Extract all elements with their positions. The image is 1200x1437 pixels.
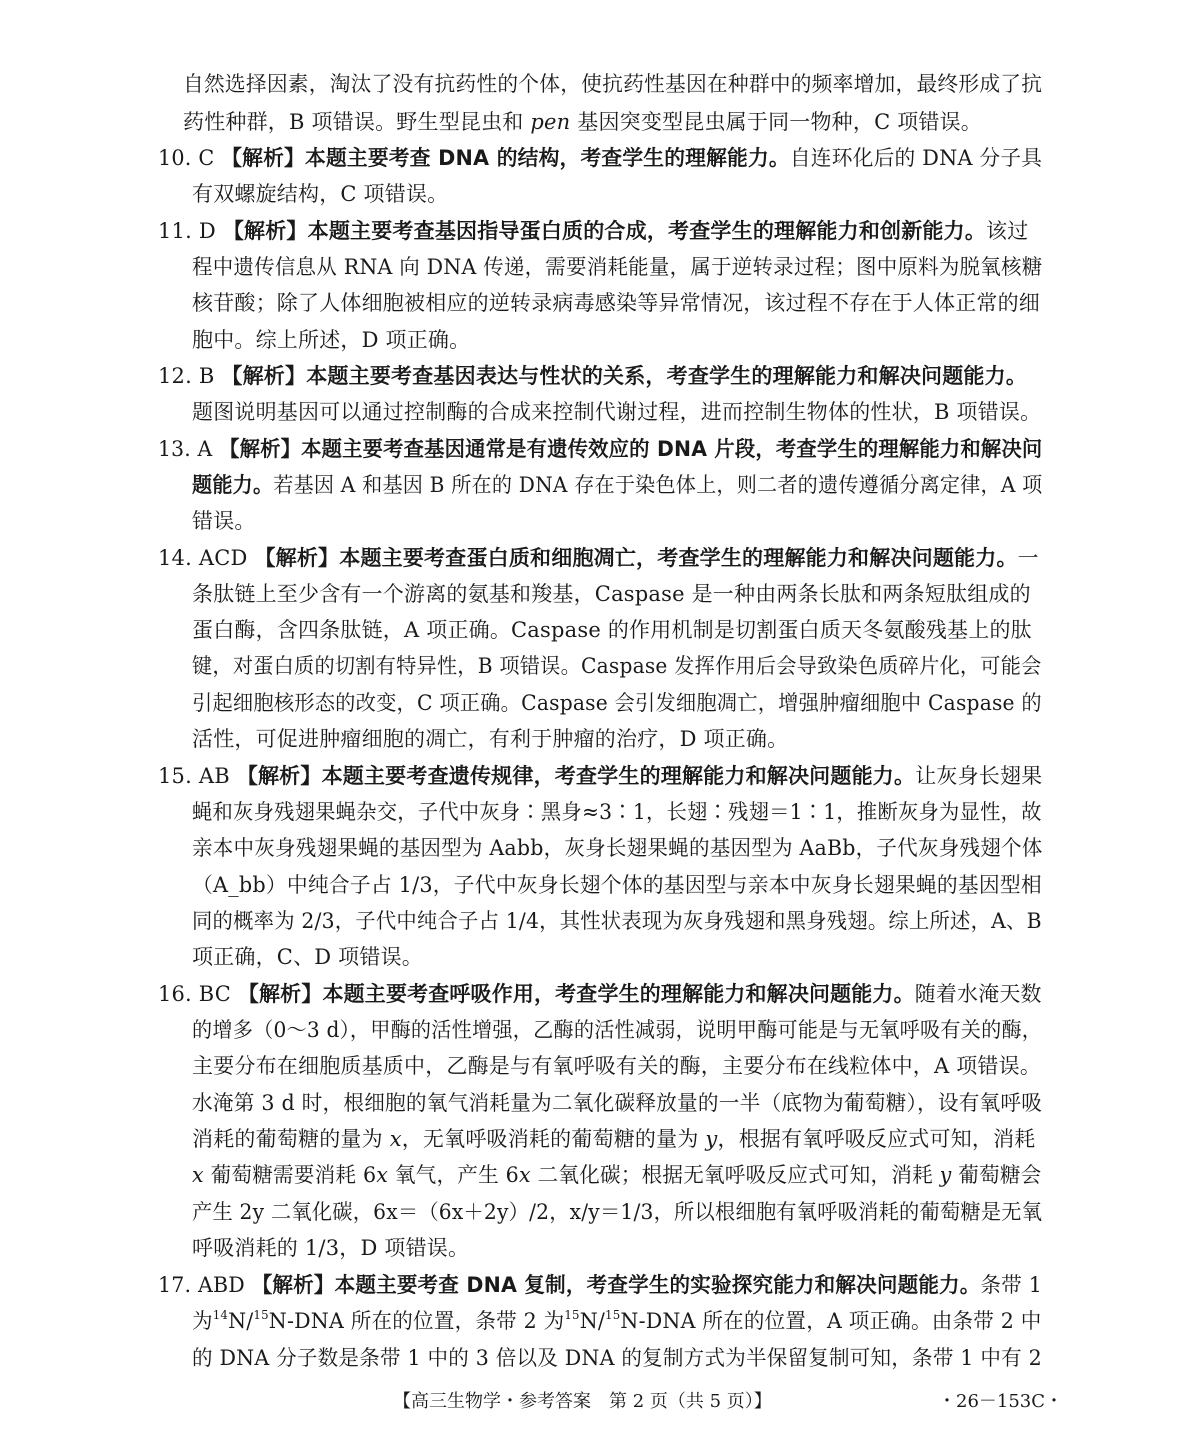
text: 葡萄糖需要消耗 6 — [203, 1163, 377, 1187]
analysis-tag: 【解析】 — [221, 146, 306, 170]
text: 蛋白酶，含四条肽链，A 项正确。Caspase 的作用机制是切割蛋白质天冬氨酸残基上的肽 — [192, 618, 1032, 642]
answer-15-line-5 — [192, 906, 1042, 936]
text: 该过 — [986, 219, 1029, 243]
answer-16-line-5 — [192, 1124, 1036, 1154]
isotope-mass: 15 — [564, 1308, 580, 1322]
text: 胞中。综上所述，D 项正确。 — [192, 328, 471, 352]
text: N-DNA 所在的位置，A 项正确。由条带 2 中 — [620, 1309, 1042, 1333]
answer-14-line-3 — [192, 615, 1032, 645]
text: 呼吸消耗的 1/3，D 项错误。 — [192, 1236, 470, 1260]
text: N-DNA 所在的位置，条带 2 为 — [268, 1309, 565, 1333]
text: 随着水淹天数 — [914, 982, 1042, 1006]
answer-17-line-3 — [192, 1343, 1042, 1373]
topic-summary: 本题主要考查遗传规律，考查学生的理解能力和解决问题能力。 — [321, 764, 916, 788]
answer-17-line-2 — [192, 1306, 1042, 1336]
answer-14-line-2 — [192, 579, 1031, 609]
text: 水淹第 3 d 时，根细胞的氧气消耗量为二氧化碳释放量的一半（底物为葡萄糖），设有氧呼吸 — [192, 1091, 1043, 1115]
answer-13-line-3 — [192, 506, 256, 536]
topic-summary: 本题主要考查基因指导蛋白质的合成，考查学生的理解能力和创新能力。 — [307, 219, 987, 243]
answer-14-line-1 — [158, 543, 1039, 573]
text: （A_bb）中纯合子占 1/3，子代中灰身长翅个体的基因型与亲本中灰身长翅果蝇的基因型相 — [192, 873, 1042, 897]
analysis-tag: 【解析】 — [221, 364, 307, 388]
text: 程中遗传信息从 RNA 向 DNA 传递，需要消耗能量，属于逆转录过程；图中原料为脱氧核糖 — [192, 255, 1043, 279]
analysis-tag: 【解析】 — [251, 1273, 335, 1297]
topic-summary: 本题主要考查基因表达与性状的关系，考查学生的理解能力和解决问题能力。 — [306, 364, 1028, 388]
text: ，无氧呼吸消耗的葡萄糖的量为 — [401, 1127, 706, 1151]
answer-12-line-1 — [158, 361, 1027, 391]
text: 条带 1 — [980, 1273, 1042, 1297]
answer-16-line-2 — [192, 1015, 1042, 1045]
text: 亲本中灰身残翅果蝇的基因型为 Aabb，灰身长翅果蝇的基因型为 AaBb，子代灰身残翅个体 — [192, 836, 1043, 860]
isotope-mass: 14 — [212, 1308, 229, 1322]
text: 基因突变型昆虫属于同一物种，C 项错误。 — [570, 110, 983, 134]
answer-13-line-2 — [192, 470, 1042, 500]
answer-number: 16. BC — [158, 982, 232, 1006]
answer-15-line-1 — [158, 761, 1042, 791]
topic-summary: 本题主要考查呼吸作用，考查学生的理解能力和解决问题能力。 — [322, 982, 915, 1006]
isotope-mass: 15 — [605, 1308, 621, 1322]
topic-summary: 题能力。 — [192, 473, 274, 497]
text: 核苷酸；除了人体细胞被相应的逆转录病毒感染等异常情况，该过程不存在于人体正常的细 — [192, 291, 1040, 315]
answer-15-line-6 — [192, 942, 423, 972]
variable: y — [705, 1127, 718, 1151]
text-line — [183, 107, 982, 137]
answer-number: 15. AB — [158, 764, 230, 788]
analysis-tag: 【解析】 — [237, 982, 323, 1006]
answer-number: 10. C — [158, 146, 215, 170]
text: 药性种群，B 项错误。野生型昆虫和 — [183, 110, 531, 134]
topic-summary: 本题主要考查基因通常是有遗传效应的 DNA 片段，考查学生的理解能力和解决问 — [301, 437, 1043, 461]
text: 自然选择因素，淘汰了没有抗药性的个体，使抗药性基因在种群中的频率增加，最终形成了抗 — [183, 72, 1043, 96]
text: 葡萄糖会 — [951, 1163, 1042, 1187]
text: 消耗的葡萄糖的量为 — [192, 1127, 390, 1151]
analysis-tag: 【解析】 — [222, 219, 308, 243]
answer-15-line-2 — [192, 797, 1042, 827]
text: 项正确，C、D 项错误。 — [192, 945, 423, 969]
text: 为 — [192, 1309, 213, 1333]
text: 条肽链上至少含有一个游离的氨基和羧基，Caspase 是一种由两条长肽和两条短肽组成的 — [192, 582, 1031, 606]
analysis-tag: 【解析】 — [254, 546, 340, 570]
page-footer-code: ・26－153C・ — [938, 1391, 1064, 1412]
text: 同的概率为 2/3，子代中纯合子占 1/4，其性状表现为灰身残翅和黑身残翅。综上所述，A、B — [192, 909, 1042, 933]
answer-16-line-6 — [192, 1160, 1041, 1190]
text: 错误。 — [192, 509, 256, 533]
variable: y — [939, 1163, 952, 1187]
analysis-tag: 【解析】 — [219, 437, 302, 461]
topic-summary: 本题主要考查 DNA 的结构，考查学生的理解能力。 — [305, 146, 790, 170]
text: 键，对蛋白质的切割有特异性，B 项错误。Caspase 发挥作用后会导致染色质碎片化，可能会 — [192, 654, 1042, 678]
text: 引起细胞核形态的改变，C 项正确。Caspase 会引发细胞凋亡，增强肿瘤细胞中 Caspase 的 — [192, 691, 1042, 715]
answer-14-line-5 — [192, 688, 1042, 718]
answer-15-line-4 — [192, 870, 1042, 900]
answer-14-line-4 — [192, 651, 1042, 681]
text: 二氧化碳；根据无氧呼吸反应式可知，消耗 — [530, 1163, 940, 1187]
answer-16-line-4 — [192, 1088, 1042, 1118]
gene-name: pen — [530, 110, 571, 134]
page-footer-title: 【高三生物学・参考答案 第 2 页（共 5 页）】 — [393, 1391, 772, 1412]
text: 题图说明基因可以通过控制酶的合成来控制代谢过程，进而控制生物体的性状，B 项错误。 — [192, 400, 1042, 424]
answer-14-line-6 — [192, 724, 788, 754]
answer-13-line-1 — [158, 434, 1042, 464]
answer-11-line-2 — [192, 252, 1042, 282]
answer-number: 13. A — [158, 437, 213, 461]
text: 的增多（0～3 d），甲酶的活性增强，乙酶的活性减弱，说明甲酶可能是与无氧呼吸有关的酶， — [192, 1018, 1043, 1042]
answer-11-line-1 — [158, 216, 1028, 246]
answer-number: 17. ABD — [158, 1273, 245, 1297]
text: 自连环化后的 DNA 分子具 — [789, 146, 1043, 170]
text: 让灰身长翅果 — [915, 764, 1043, 788]
variable: x — [518, 1163, 531, 1187]
topic-summary: 本题主要考查 DNA 复制，考查学生的实验探究能力和解决问题能力。 — [334, 1273, 981, 1297]
text: 若基因 A 和基因 B 所在的 DNA 存在于染色体上，则二者的遗传遵循分离定律，A 项 — [273, 473, 1043, 497]
text: 有双螺旋结构，C 项错误。 — [192, 182, 449, 206]
analysis-tag: 【解析】 — [236, 764, 322, 788]
answer-11-line-4 — [192, 325, 470, 355]
answer-16-line-3 — [192, 1051, 1041, 1081]
answer-10-line-2 — [192, 179, 448, 209]
topic-summary: 本题主要考查蛋白质和细胞凋亡，考查学生的理解能力和解决问题能力。 — [339, 546, 1018, 570]
answer-16-line-7 — [192, 1197, 1042, 1227]
answer-number: 12. B — [158, 364, 215, 388]
text: 活性，可促进肿瘤细胞的凋亡，有利于肿瘤的治疗，D 项正确。 — [192, 727, 789, 751]
text: 蝇和灰身残翅果蝇杂交，子代中灰身∶黑身≈3∶1，长翅∶残翅＝1∶1，推断灰身为显性，故 — [192, 800, 1042, 824]
text: ，根据有氧呼吸反应式可知，消耗 — [717, 1127, 1036, 1151]
text: 氧气，产生 6 — [388, 1163, 519, 1187]
answer-12-line-2 — [192, 397, 1041, 427]
variable: x — [389, 1127, 402, 1151]
answer-17-line-1 — [158, 1270, 1042, 1300]
text: N/ — [228, 1309, 254, 1333]
variable: x — [376, 1163, 389, 1187]
answer-16-line-1 — [158, 979, 1042, 1009]
answer-11-line-3 — [192, 288, 1040, 318]
isotope-mass: 15 — [253, 1308, 269, 1322]
answer-10-line-1 — [158, 143, 1042, 173]
answer-16-line-8 — [192, 1233, 469, 1263]
text: 产生 2y 二氧化碳，6x＝（6x＋2y）/2，x/y＝1/3，所以根细胞有氧呼吸消耗的葡萄糖是无氧 — [192, 1200, 1043, 1224]
text-line — [183, 69, 1042, 99]
answer-number: 11. D — [158, 219, 216, 243]
text: 主要分布在细胞质基质中，乙酶是与有氧呼吸有关的酶，主要分布在线粒体中，A 项错误。 — [192, 1054, 1042, 1078]
answer-15-line-3 — [192, 833, 1043, 863]
answer-number: 14. ACD — [158, 546, 248, 570]
text: 的 DNA 分子数是条带 1 中的 3 倍以及 DNA 的复制方式为半保留复制可知，条带 1 中有 2 — [192, 1346, 1042, 1370]
variable: x — [192, 1163, 204, 1187]
text: 一 — [1017, 546, 1039, 570]
text: N/ — [579, 1309, 606, 1333]
